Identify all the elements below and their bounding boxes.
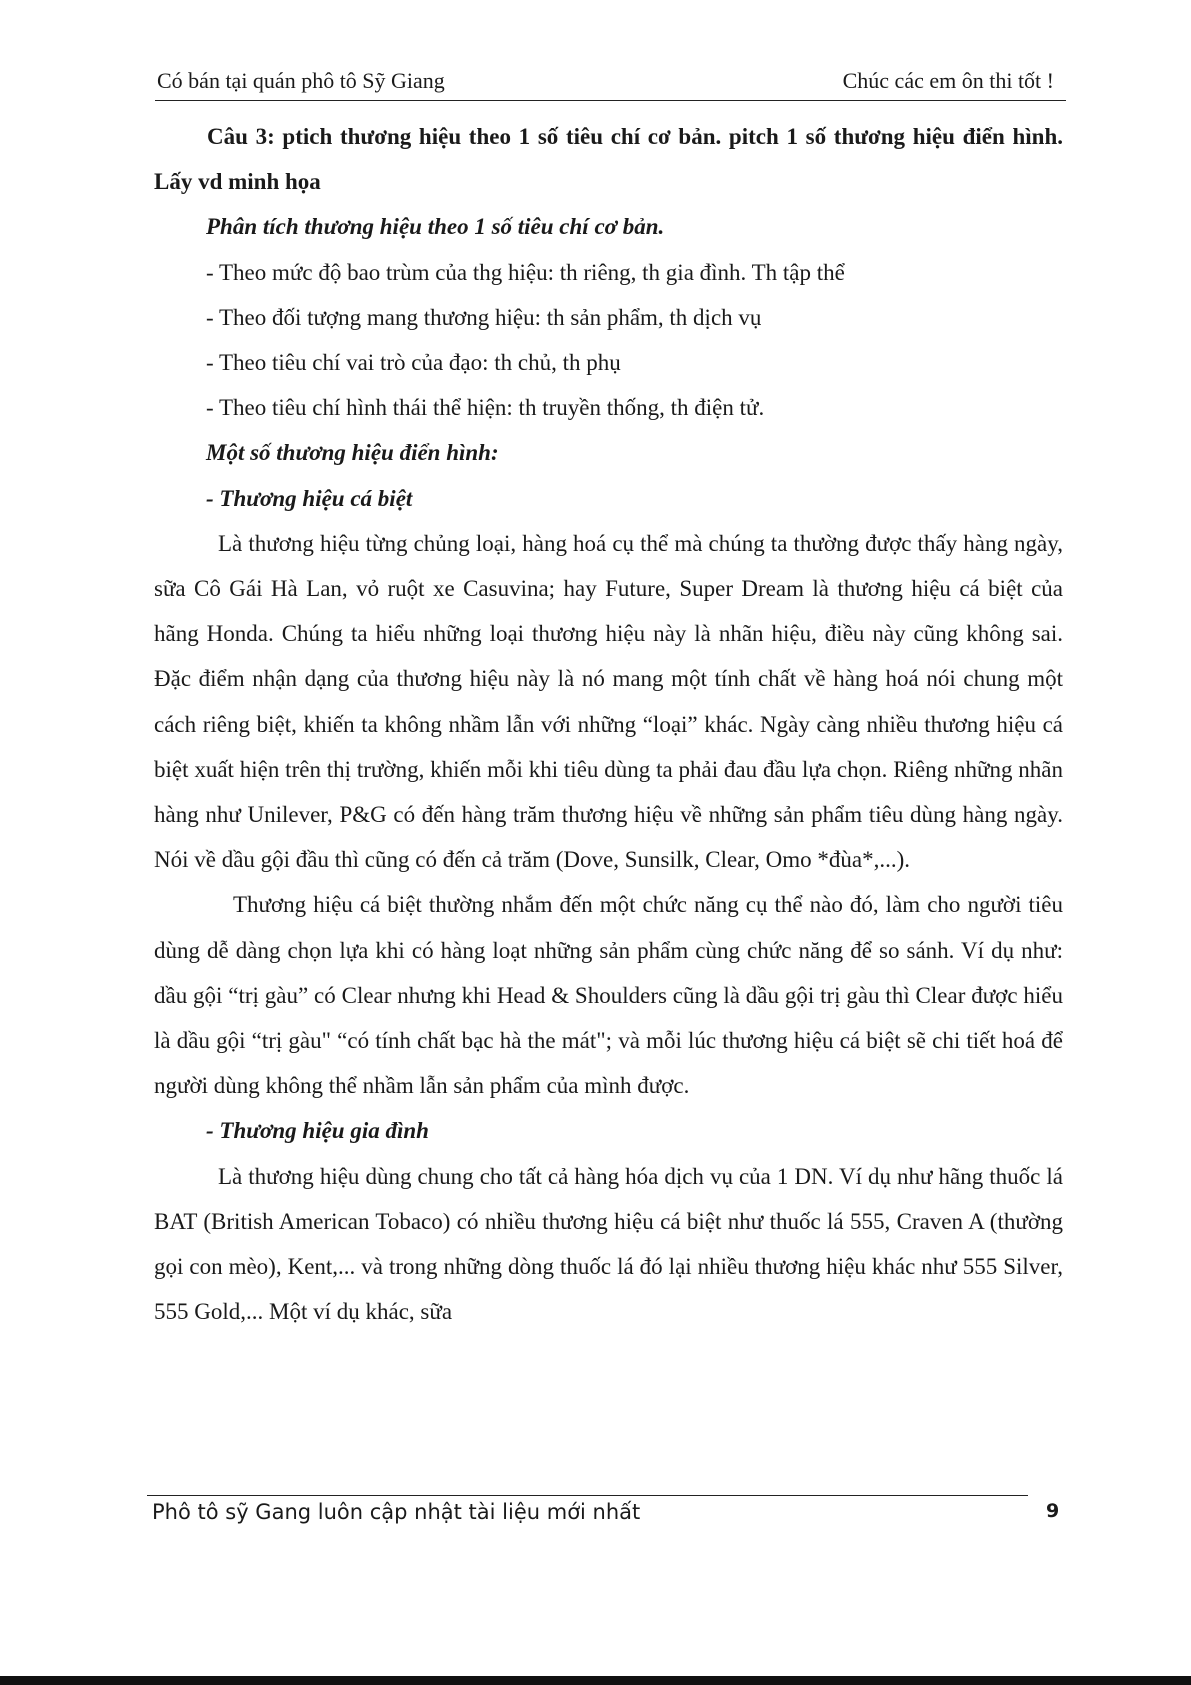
- criteria-item: - Theo mức độ bao trùm của thg hiệu: th riêng, th gia đình. Th tập thể: [206, 259, 845, 285]
- page-body: [154, 114, 1063, 1334]
- sub1-paragraph-1: Là thương hiệu từng chủng loại, hàng hoá cụ thể mà chúng ta thường được thấy hàng ngày, sữa Cô Gái Hà Lan, vỏ ruột xe Casuvina; hay Future, Super Dream là thương hiệu cá biệt của hãng Honda. Chúng ta hiểu những loại thương hiệu này là nhãn hiệu, điều này cũng không sai. Đặc điểm nhận dạng của thương hiệu này là nó mang một tính chất về hàng hoá nói chung một cách riêng biệt, khiến ta không nhầm lẫn với những “loại” khác. Ngày càng nhiều thương hiệu cá biệt xuất hiện trên thị trường, khiến mỗi khi tiêu dùng ta phải đau đầu lựa chọn. Riêng những nhãn hàng như Unilever, P&G có đến hàng trăm thương hiệu về những sản phẩm tiêu dùng hàng ngày. Nói về dầu gội đầu thì cũng có đến cả trăm (Dove, Sunsilk, Clear, Omo *đùa*,...).: [154, 530, 1063, 873]
- page-header: [155, 66, 1066, 101]
- section1-heading: Phân tích thương hiệu theo 1 số tiêu chí cơ bản.: [206, 214, 665, 240]
- criteria-item: - Theo đối tượng mang thương hiệu: th sản phẩm, th dịch vụ: [206, 304, 762, 330]
- criteria-item: - Theo tiêu chí vai trò của đạo: th chủ, th phụ: [206, 350, 621, 376]
- header-left-text: Có bán tại quán phô tô Sỹ Giang: [157, 68, 445, 93]
- sub2-heading: - Thương hiệu gia đình: [206, 1118, 429, 1144]
- scan-bottom-edge: [0, 1676, 1191, 1685]
- section2-heading: Một số thương hiệu điển hình:: [206, 440, 499, 466]
- question-title: Câu 3: ptich thương hiệu theo 1 số tiêu chí cơ bản. pitch 1 số thương hiệu điển hình. Lấy vd minh họa: [154, 124, 1063, 195]
- page-number: 9: [1046, 1500, 1060, 1522]
- header-right-text: Chúc các em ôn thi tốt !: [842, 68, 1054, 93]
- footer-divider: [147, 1495, 1028, 1496]
- footer-text: Phô tô sỹ Gang luôn cập nhật tài liệu mới nhất: [152, 1500, 641, 1524]
- sub2-paragraph-1: Là thương hiệu dùng chung cho tất cả hàng hóa dịch vụ của 1 DN. Ví dụ như hãng thuốc lá BAT (British American Tobaco) có nhiều thương hiệu cá biệt như thuốc lá 555, Craven A (thường gọi con mèo), Kent,... và trong những dòng thuốc lá đó lại nhiều thương hiệu khác như 555 Silver, 555 Gold,... Một ví dụ khác, sữa: [154, 1163, 1063, 1325]
- sub1-heading: - Thương hiệu cá biệt: [206, 485, 413, 511]
- criteria-item: - Theo tiêu chí hình thái thể hiện: th truyền thống, th điện tử.: [206, 395, 765, 421]
- sub1-paragraph-2: Thương hiệu cá biệt thường nhắm đến một chức năng cụ thể nào đó, làm cho người tiêu dùng dễ dàng chọn lựa khi có hàng loạt những sản phẩm cùng chức năng để so sánh. Ví dụ như: dầu gội “trị gàu” có Clear nhưng khi Head & Shoulders cũng là dầu gội trị gàu thì Clear được hiểu là dầu gội “trị gàu" “có tính chất bạc hà the mát"; và mỗi lúc thương hiệu cá biệt sẽ chi tiết hoá để người dùng không thể nhầm lẫn sản phẩm của mình được.: [154, 892, 1063, 1099]
